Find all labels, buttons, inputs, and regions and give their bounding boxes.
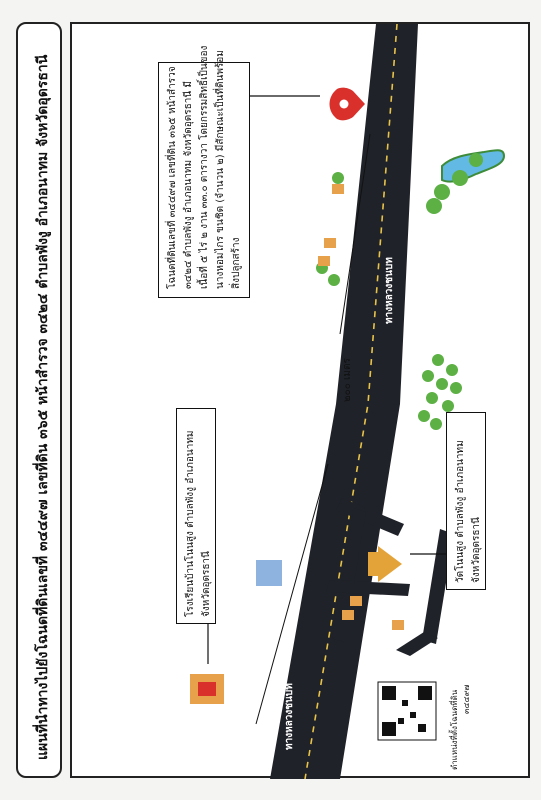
parcel-info-line: สิ่งปลูกสร้าง: [231, 237, 242, 289]
temple-callout: [446, 412, 486, 590]
location-pin-icon: [330, 88, 366, 121]
parcel-info-line: โฉนดที่ดินเลขที่ ๓๔๔๙๗ เลขที่ดิน ๓๖๕ หน้าสำรวจ: [167, 66, 178, 289]
qr-caption-line: ตำแหน่งที่ตั้งโฉนดที่ดิน: [450, 689, 459, 770]
road-label-lower: ทางหลวงชนบท: [284, 683, 295, 750]
map-canvas: [72, 24, 532, 780]
page-title: แผนที่นำทางไปยังโฉนดที่ดินเลขที่ ๓๔๔๙๗ เลขที่ดิน ๓๖๕ หน้าสำรวจ ๓๔๒๔ ตำบลพังงู อำเภอนาทม จังหวัดอุดรธานี: [35, 54, 51, 760]
parcel-info-line: เนื้อที่ ๕ ไร่ ๒ งาน ๓๓.๐ ตารางวา โดยกรรมสิทธิ์เป็นของ: [199, 45, 210, 289]
road-label-upper: ทางหลวงชนบท: [384, 257, 395, 324]
qr-caption-line: ๓๔๔๙๗: [462, 684, 471, 714]
parcel-info-callout: [158, 45, 250, 298]
parcel-info-line: นางหอมไกร ขนชิด (จำนวน ๒) มีสักษณะเป็นที่ดินพร้อม: [215, 50, 226, 289]
side-road-4: [396, 632, 438, 656]
school-callout: [176, 408, 216, 624]
school-label-line: จังหวัดอุดรธานี: [201, 551, 212, 617]
title-panel: [16, 22, 62, 778]
map-frame: [70, 22, 530, 778]
distance-label: ๒๐๐ เมตร: [342, 358, 353, 402]
qr-code-icon: [378, 682, 436, 740]
temple-label-line: จังหวัดอุดรธานี: [471, 517, 482, 583]
parcel-info-line: ๓๔๒๔ ตำบลพังงู อำเภอนาทม จังหวัดอุดรธานี มี: [183, 81, 194, 289]
temple-label-line: วัดโนนสูง ตำบลพังงู อำเภอนาทม: [455, 440, 466, 583]
school-label-line: โรงเรียนบ้านโนนสูง ตำบลพังงู อำเภอนาทม: [185, 430, 196, 617]
